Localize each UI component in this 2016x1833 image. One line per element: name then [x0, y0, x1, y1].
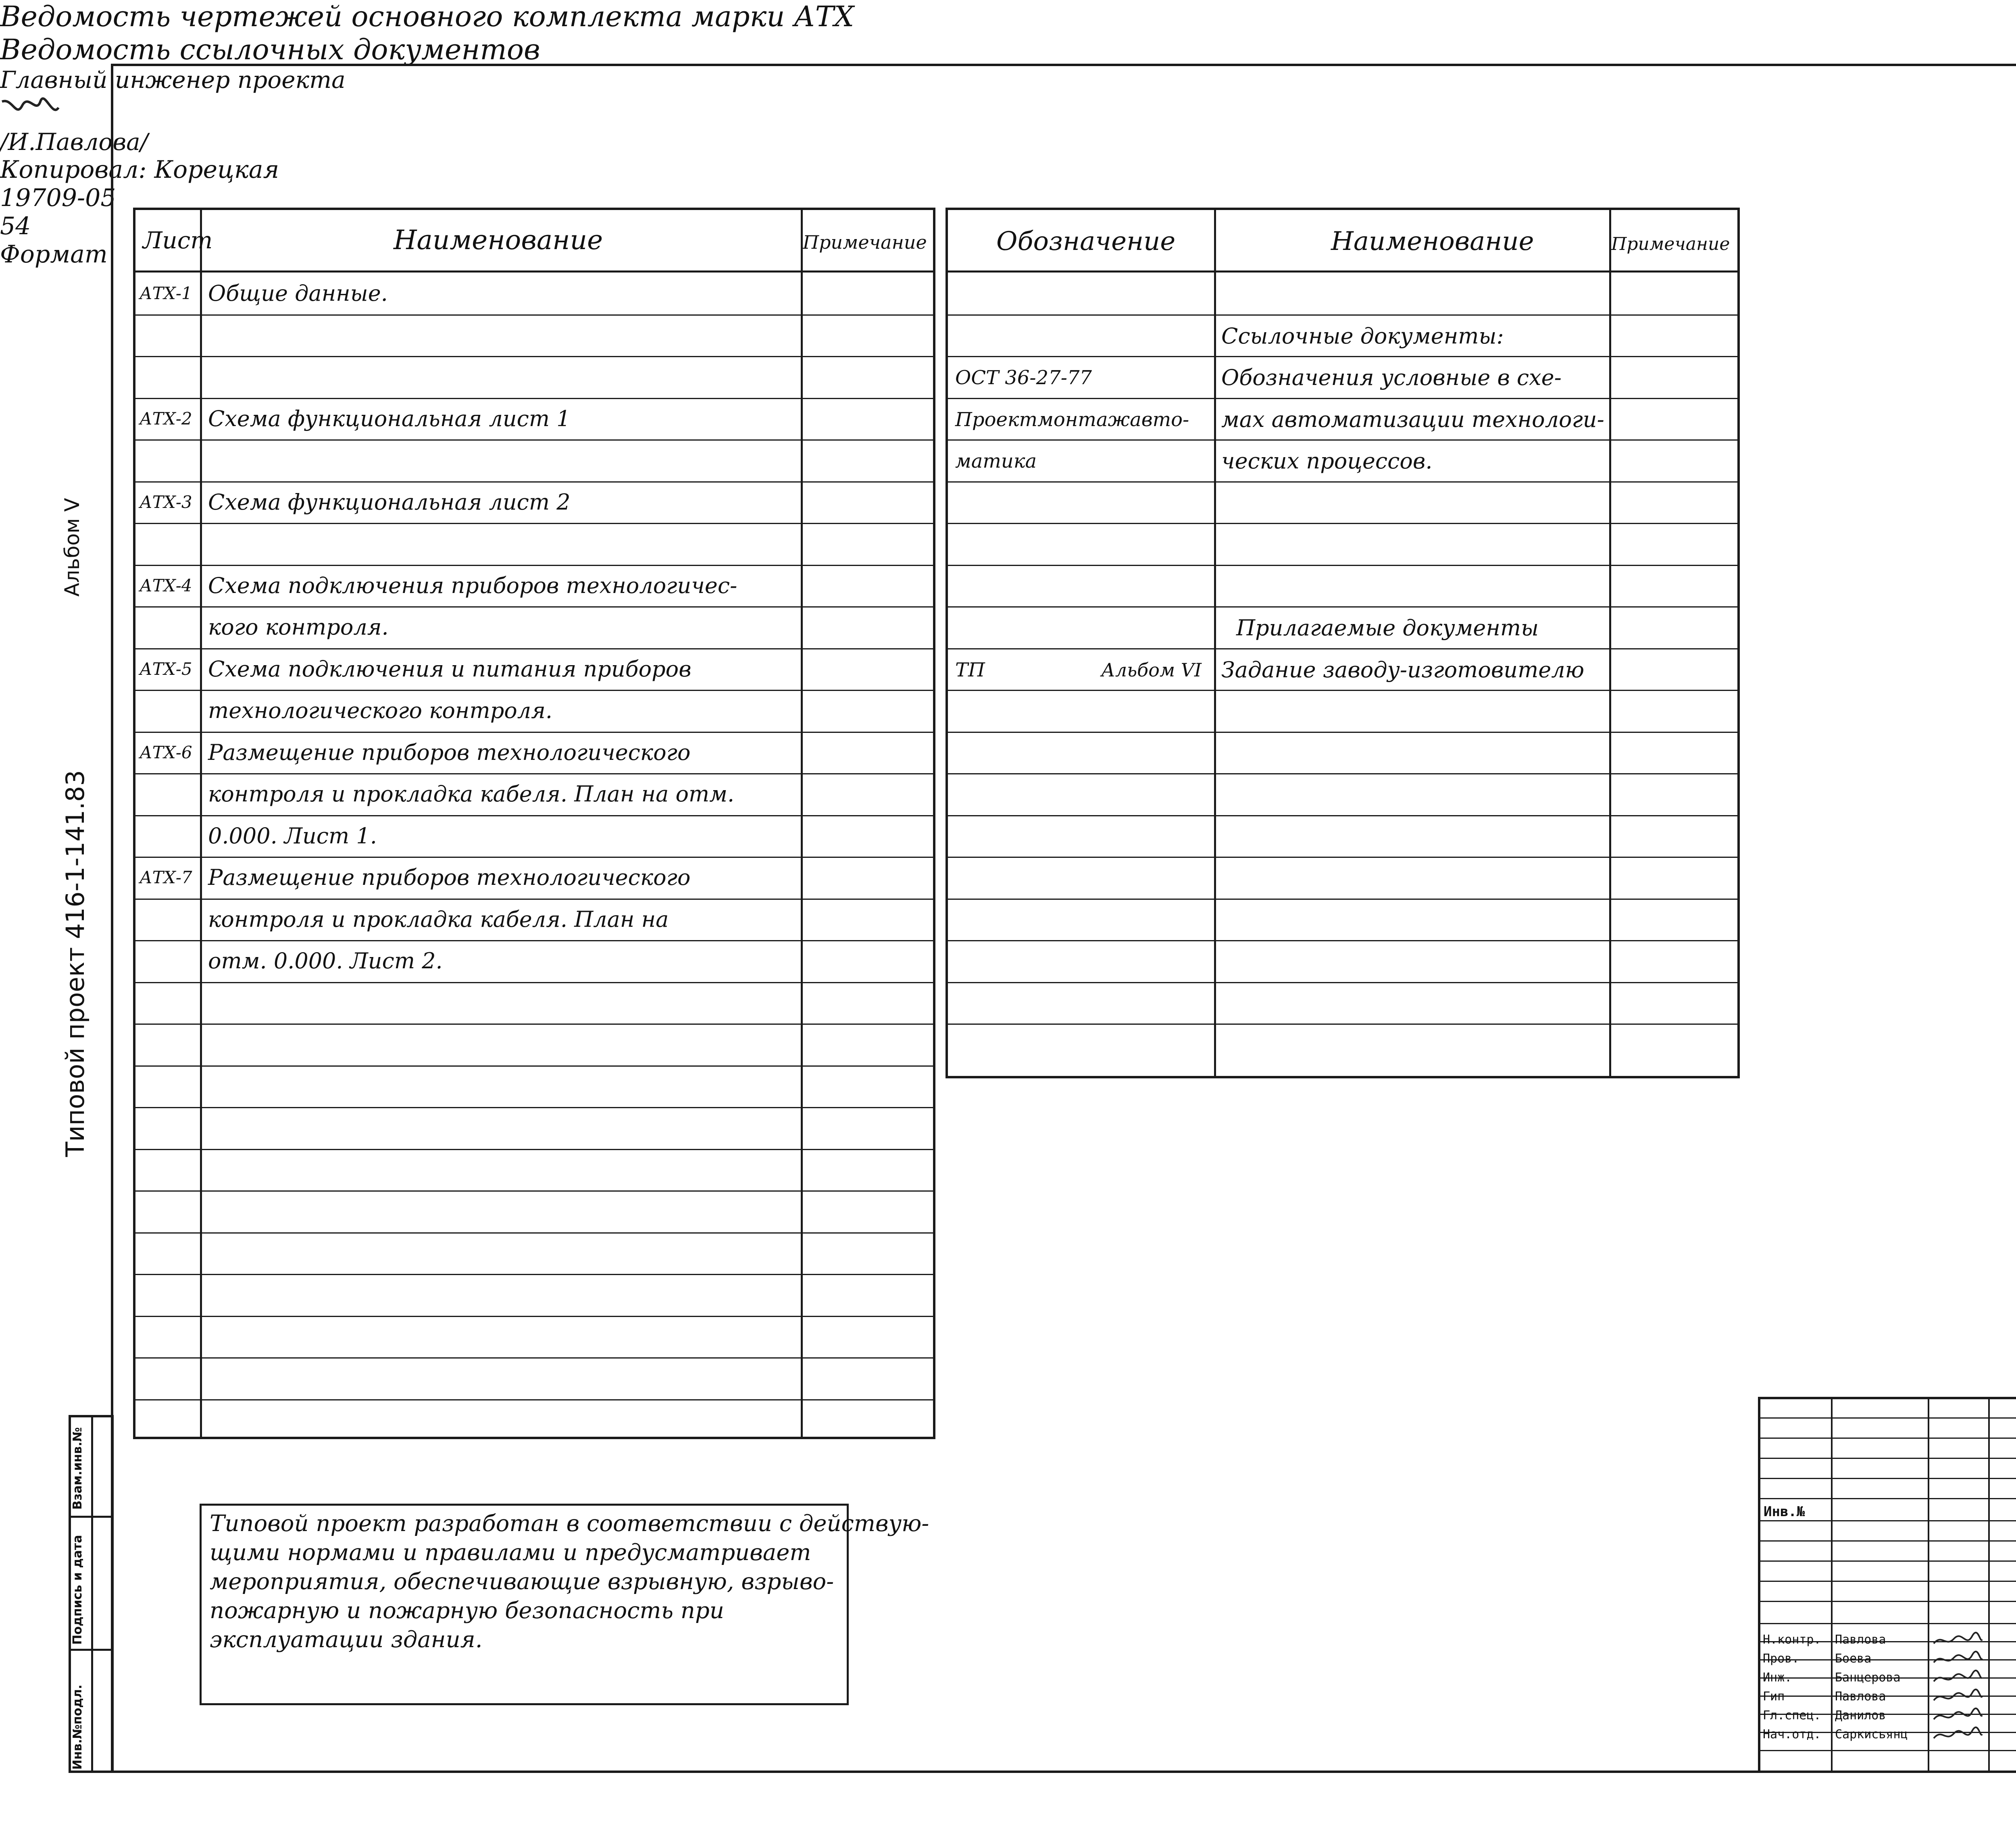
drawing-sheet-code: АТХ-3: [140, 492, 192, 512]
table-row-line: [135, 732, 933, 733]
drawing-name: Схема подключения приборов технологичес-: [208, 572, 737, 598]
drawing-sheet-code: АТХ-2: [140, 408, 192, 429]
note-line: пожарную и пожарную безопасность при: [210, 1598, 724, 1624]
table-row-line: [135, 1024, 933, 1025]
staff-name: Павлова: [1835, 1633, 1886, 1647]
drawings-header-note: Примечание: [803, 231, 927, 253]
table-row-line: [135, 815, 933, 816]
table-row-line: [948, 523, 1737, 524]
table-row-line: [948, 899, 1737, 900]
project-label: Типовой проект 416-1-141.83: [60, 770, 90, 1157]
table-row-line: [135, 1316, 933, 1317]
staff-signature: [1932, 1688, 1984, 1706]
table-row-line: [135, 1399, 933, 1400]
table-row-line: [135, 1149, 933, 1150]
reference-designation: матика: [955, 450, 1037, 472]
table-row-line: [948, 481, 1737, 483]
drawing-name: контроля и прокладка кабеля. План на отм.: [208, 781, 735, 807]
drawing-name: отм. 0.000. Лист 2.: [208, 948, 443, 974]
stamp-label-sign: Подпись и дата: [71, 1535, 85, 1645]
title-grid-line: [1760, 1478, 2016, 1479]
reference-designation: Проектмонтажавто-: [955, 408, 1189, 431]
table-row-line: [948, 815, 1737, 816]
drawing-name: Схема функциональная лист 2: [208, 489, 571, 515]
title-grid-line: [1760, 1520, 2016, 1521]
staff-name: Павлова: [1835, 1689, 1886, 1704]
stamp-label-replace: Взам.инв.№: [71, 1427, 85, 1510]
drawings-header-name: Наименование: [394, 225, 603, 256]
table-row-line: [948, 773, 1737, 774]
drawing-sheet-code: АТХ-5: [140, 659, 192, 679]
table-row-line: [135, 356, 933, 357]
table-row-line: [135, 523, 933, 524]
title-grid-line: [1760, 1417, 2016, 1419]
reference-name: мах автоматизации технологи-: [1221, 406, 1604, 432]
table-row-line: [948, 982, 1737, 983]
table-row-line: [948, 398, 1737, 399]
title-grid-line: [1760, 1438, 2016, 1439]
drawing-name: технологического контроля.: [208, 698, 553, 723]
inv-label: Инв.№: [1764, 1504, 1805, 1520]
table-row-line: [135, 398, 933, 399]
table-row-line: [135, 314, 933, 316]
staff-name: Банцерова: [1835, 1671, 1901, 1685]
table-row-line: [135, 565, 933, 566]
reference-name: Задание заводу-изготовителю: [1221, 657, 1585, 682]
table-row-line: [948, 606, 1737, 608]
table-row-line: [135, 648, 933, 649]
table-row-line: [948, 565, 1737, 566]
table-row-line: [948, 690, 1737, 691]
refs-header-note: Примечание: [1611, 234, 1730, 254]
table-row-line: [135, 481, 933, 483]
note-line: Типовой проект разработан в соответствии с действую-: [210, 1511, 929, 1537]
drawing-sheet-code: АТХ-7: [140, 868, 192, 887]
reference-name: ческих процессов.: [1221, 448, 1433, 474]
table-row-line: [948, 314, 1737, 316]
reference-designation: ОСТ 36-27-77: [955, 366, 1092, 389]
footer-copied: Копировал: Корецкая: [0, 156, 279, 184]
table-row-line: [948, 857, 1737, 858]
title-block: [1758, 1397, 2016, 1773]
title-grid-line: [1760, 1498, 2016, 1499]
staff-role: Гип: [1763, 1689, 1785, 1704]
table-row-line: [948, 439, 1737, 441]
album-label: Альбом V: [60, 498, 84, 597]
staff-name: Боева: [1835, 1652, 1872, 1666]
drawing-name: 0.000. Лист 1.: [208, 823, 377, 849]
table-row-line: [135, 982, 933, 983]
table-row-line: [135, 606, 933, 608]
table-row-line: [135, 773, 933, 774]
references-list-title: Ведомость ссылочных документов: [0, 33, 540, 66]
drawing-sheet-code: АТХ-6: [140, 742, 192, 762]
staff-name: Саркисьянц: [1835, 1727, 1908, 1741]
reference-name: Обозначения условные в схе-: [1221, 365, 1562, 390]
chief-engineer-label: Главный инженер проекта: [0, 66, 346, 94]
title-grid-line: [1760, 1601, 2016, 1602]
table-row-line: [135, 690, 933, 691]
chief-engineer-name: /И.Павлова/: [0, 128, 148, 156]
table-row-line: [135, 1065, 933, 1067]
table-row-line: [135, 1107, 933, 1108]
drawing-name: контроля и прокладка кабеля. План на: [208, 906, 669, 932]
staff-role: Инж.: [1763, 1671, 1792, 1685]
table-row-line: [135, 899, 933, 900]
title-grid-line: [1760, 1540, 2016, 1542]
drawing-name: Схема функциональная лист 1: [208, 406, 571, 431]
title-grid-line: [1760, 1623, 2016, 1624]
reference-name: Ссылочные документы:: [1221, 323, 1504, 349]
staff-role: Н.контр.: [1763, 1633, 1821, 1647]
drawing-name: Размещение приборов технологического: [208, 739, 691, 765]
stamp-label-inv: Инв.№подл.: [71, 1684, 85, 1770]
staff-signature: [1932, 1726, 1984, 1744]
staff-signature: [1932, 1631, 1984, 1649]
drawing-sheet-code: АТХ-1: [140, 283, 192, 303]
drawings-list-title: Ведомость чертежей основного комплекта марки АТХ: [0, 0, 854, 33]
title-grid-line: [1760, 1750, 2016, 1751]
table-row-line: [135, 857, 933, 858]
note-line: эксплуатации здания.: [210, 1627, 483, 1653]
reference-album: Альбом VI: [1101, 659, 1202, 681]
staff-role: Нач.отд.: [1763, 1727, 1821, 1741]
table-row-line: [948, 940, 1737, 941]
table-row-line: [948, 356, 1737, 357]
footer-number: 19709-05: [0, 184, 116, 212]
staff-role: Гл.спец.: [1763, 1708, 1821, 1723]
drawing-name: Схема подключения и питания приборов: [208, 656, 691, 682]
reference-name: Прилагаемые документы: [1236, 615, 1539, 641]
drawings-table: [133, 208, 935, 1439]
table-row-line: [135, 1274, 933, 1275]
title-grid-line: [1760, 1560, 2016, 1562]
staff-role: Пров.: [1763, 1652, 1799, 1666]
drawing-name: кого контроля.: [208, 614, 389, 640]
table-row-line: [135, 940, 933, 941]
staff-signature: [1932, 1707, 1984, 1725]
table-row-line: [948, 732, 1737, 733]
drawing-name: Размещение приборов технологического: [208, 865, 691, 890]
drawings-header-sheet: Лист: [143, 227, 213, 254]
table-row-line: [135, 439, 933, 441]
drawing-sheet-code: АТХ-4: [140, 575, 192, 595]
footer-format: Формат: [0, 240, 108, 268]
table-row-line: [948, 1024, 1737, 1025]
footer-page: 54: [0, 212, 31, 240]
staff-name: Данилов: [1835, 1708, 1886, 1723]
note-line: мероприятия, обеспечивающие взрывную, взрыво-: [210, 1569, 834, 1595]
references-table: [946, 208, 1740, 1078]
table-row-line: [135, 1232, 933, 1234]
table-row-line: [948, 648, 1737, 649]
table-row-line: [135, 1190, 933, 1192]
table-row-line: [135, 1357, 933, 1359]
title-grid-line: [1760, 1458, 2016, 1459]
drawing-name: Общие данные.: [208, 281, 388, 306]
signature-mark: [0, 94, 60, 122]
staff-signature: [1932, 1669, 1984, 1687]
refs-header-designation: Обозначение: [996, 227, 1176, 256]
note-line: щими нормами и правилами и предусматривает: [210, 1540, 811, 1566]
title-grid-line: [1760, 1581, 2016, 1582]
refs-header-name: Наименование: [1331, 227, 1534, 256]
reference-designation: ТП: [955, 658, 985, 681]
staff-signature: [1932, 1650, 1984, 1668]
